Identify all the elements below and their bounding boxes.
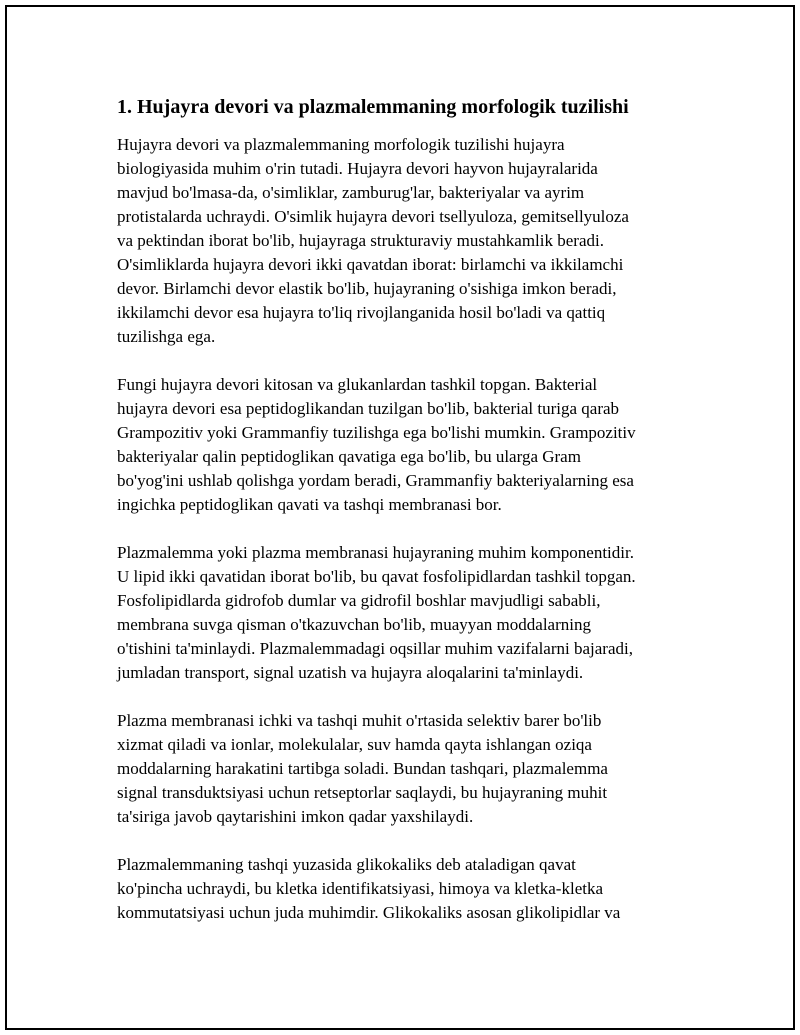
document-body: [117, 93, 697, 949]
paragraph-glycocalyx: Plazmalemmaning tashqi yuzasida glikokaliks deb ataladigan qavat ko'pincha uchraydi, bu kletka identifikatsiyasi, himoya va kletka-kletka kommutatsiyasi uchun juda muhimdir. Glikokaliks asosan glikolipidlar va: [117, 855, 621, 922]
section-heading: 1. Hujayra devori va plazmalemmaning morfologik tuzilishi: [117, 96, 629, 118]
paragraph-selective-barrier: Plazma membranasi ichki va tashqi muhit o'rtasida selektiv barer bo'lib xizmat qiladi va ionlar, molekulalar, suv hamda qayta ishlangan oziqa moddalarning harakatini tartibga soladi. Bundan tashqari, plazmalemma signal transduktsiyasi uchun retseptorlar saqlaydi, bu hujayraning muhit ta'siriga javob qaytarishini imkon qadar yaxshilaydi.: [117, 711, 608, 826]
paragraph-plasmalemma: Plazmalemma yoki plazma membranasi hujayraning muhim komponentidir. U lipid ikki qavatidan iborat bo'lib, bu qavat fosfolipidlardan tashkil topgan. Fosfolipidlarda gidrofob dumlar va gidrofil boshlar mavjudligi sababli, membrana suvga qisman o'tkazuvchan bo'lib, muayyan moddalarning o'tishini ta'minlaydi. Plazmalemmadagi oqsillar muhim vazifalarni bajaradi, jumladan transport, signal uzatish va hujayra aloqalarini ta'minlaydi.: [117, 543, 636, 682]
paragraph-cell-wall: Hujayra devori va plazmalemmaning morfologik tuzilishi hujayra biologiyasida muhim o'rin tutadi. Hujayra devori hayvon hujayralarida mavjud bo'lmasa-da, o'simliklar, zamburug'lar, bakteriyalar va ayrim protistalarda uchraydi. O'simlik hujayra devori tsellyuloza, gemitsellyuloza va pektindan iborat bo'lib, hujayraga strukturaviy mustahkamlik beradi. O'simliklarda hujayra devori ikki qavatdan iborat: birlamchi va ikkilamchi devor. Birlamchi devor elastik bo'lib, hujayraning o'sishiga imkon beradi, ikkilamchi devor esa hujayra to'liq rivojlanganida hosil bo'ladi va qattiq tuzilishga ega.: [117, 135, 629, 346]
paragraph-fungal-bacterial-wall: Fungi hujayra devori kitosan va glukanlardan tashkil topgan. Bakterial hujayra devori esa peptidoglikandan tuzilgan bo'lib, bakterial turiga qarab Grampozitiv yoki Grammanfiy tuzilishga ega bo'lishi mumkin. Grampozitiv bakteriyalar qalin peptidoglikan qavatiga ega bo'lib, bu ularga Gram bo'yog'ini ushlab qolishga yordam beradi, Grammanfiy bakteriyalarning esa ingichka peptidoglikan qavati va tashqi membranasi bor.: [117, 375, 636, 514]
